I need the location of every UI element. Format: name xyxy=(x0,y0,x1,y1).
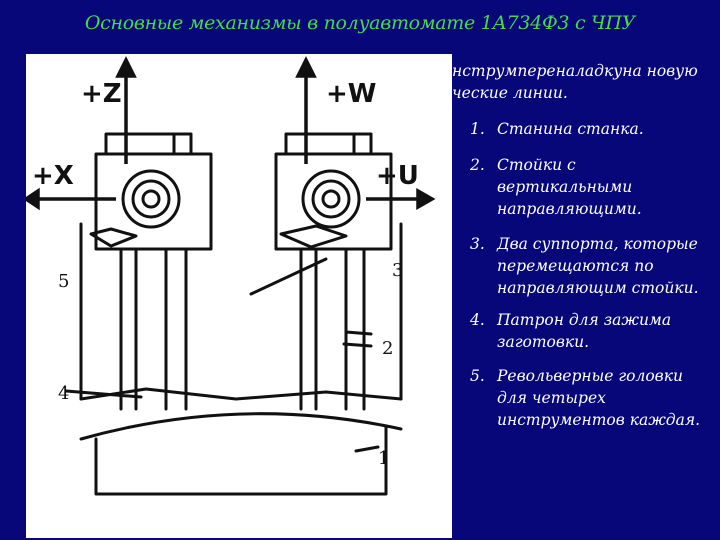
list-item-text: Патрон для зажима заготовки. xyxy=(497,311,672,351)
callout-3: 3 xyxy=(392,260,404,281)
list-item xyxy=(470,154,715,220)
axis-label-w: +W xyxy=(326,79,377,109)
list-item xyxy=(470,365,715,431)
list-item-number: 5. xyxy=(470,367,485,385)
list-item xyxy=(470,233,715,299)
left-carriage-top xyxy=(106,134,191,154)
axis-label-x: +X xyxy=(32,161,74,191)
components-list xyxy=(470,118,715,443)
right-turret-head xyxy=(303,171,359,227)
list-item-text: Два суппорта, которые перемещаются по направляющим стойки. xyxy=(497,235,699,297)
intro-text xyxy=(452,60,712,104)
machine-bed xyxy=(96,426,386,494)
callout-4: 4 xyxy=(58,383,70,404)
callout-2: 2 xyxy=(382,338,394,359)
intro-line-2: ческие линии. xyxy=(452,84,568,102)
machine-diagram xyxy=(26,54,452,538)
machine-drawing xyxy=(26,54,452,538)
workpiece-chuck-line xyxy=(81,414,401,439)
right-carriage-top xyxy=(286,134,371,154)
list-item-number: 4. xyxy=(470,311,485,329)
callout-5: 5 xyxy=(58,271,70,292)
left-turret-head xyxy=(123,171,179,227)
list-item xyxy=(470,118,715,140)
list-item-text: Револьверные головки для четырех инструментов каждая. xyxy=(497,367,701,429)
axis-label-u: +U xyxy=(376,161,419,191)
list-item-number: 1. xyxy=(470,120,485,138)
list-item-text: Станина станка. xyxy=(497,120,644,138)
list-item xyxy=(470,309,715,353)
callout-1: 1 xyxy=(378,448,390,469)
intro-line-1: нструмпереналадкуна новую xyxy=(452,62,698,80)
list-item-number: 2. xyxy=(470,156,485,174)
list-item-text: Стойки с вертикальными направляющими. xyxy=(497,156,642,218)
list-item-number: 3. xyxy=(470,235,485,253)
right-carriage-body xyxy=(276,154,391,249)
left-carriage-body xyxy=(96,154,211,249)
slide-title: Основные механизмы в полуавтомате 1А734Ф3 с ЧПУ xyxy=(84,12,636,34)
axis-label-z: +Z xyxy=(81,79,122,109)
